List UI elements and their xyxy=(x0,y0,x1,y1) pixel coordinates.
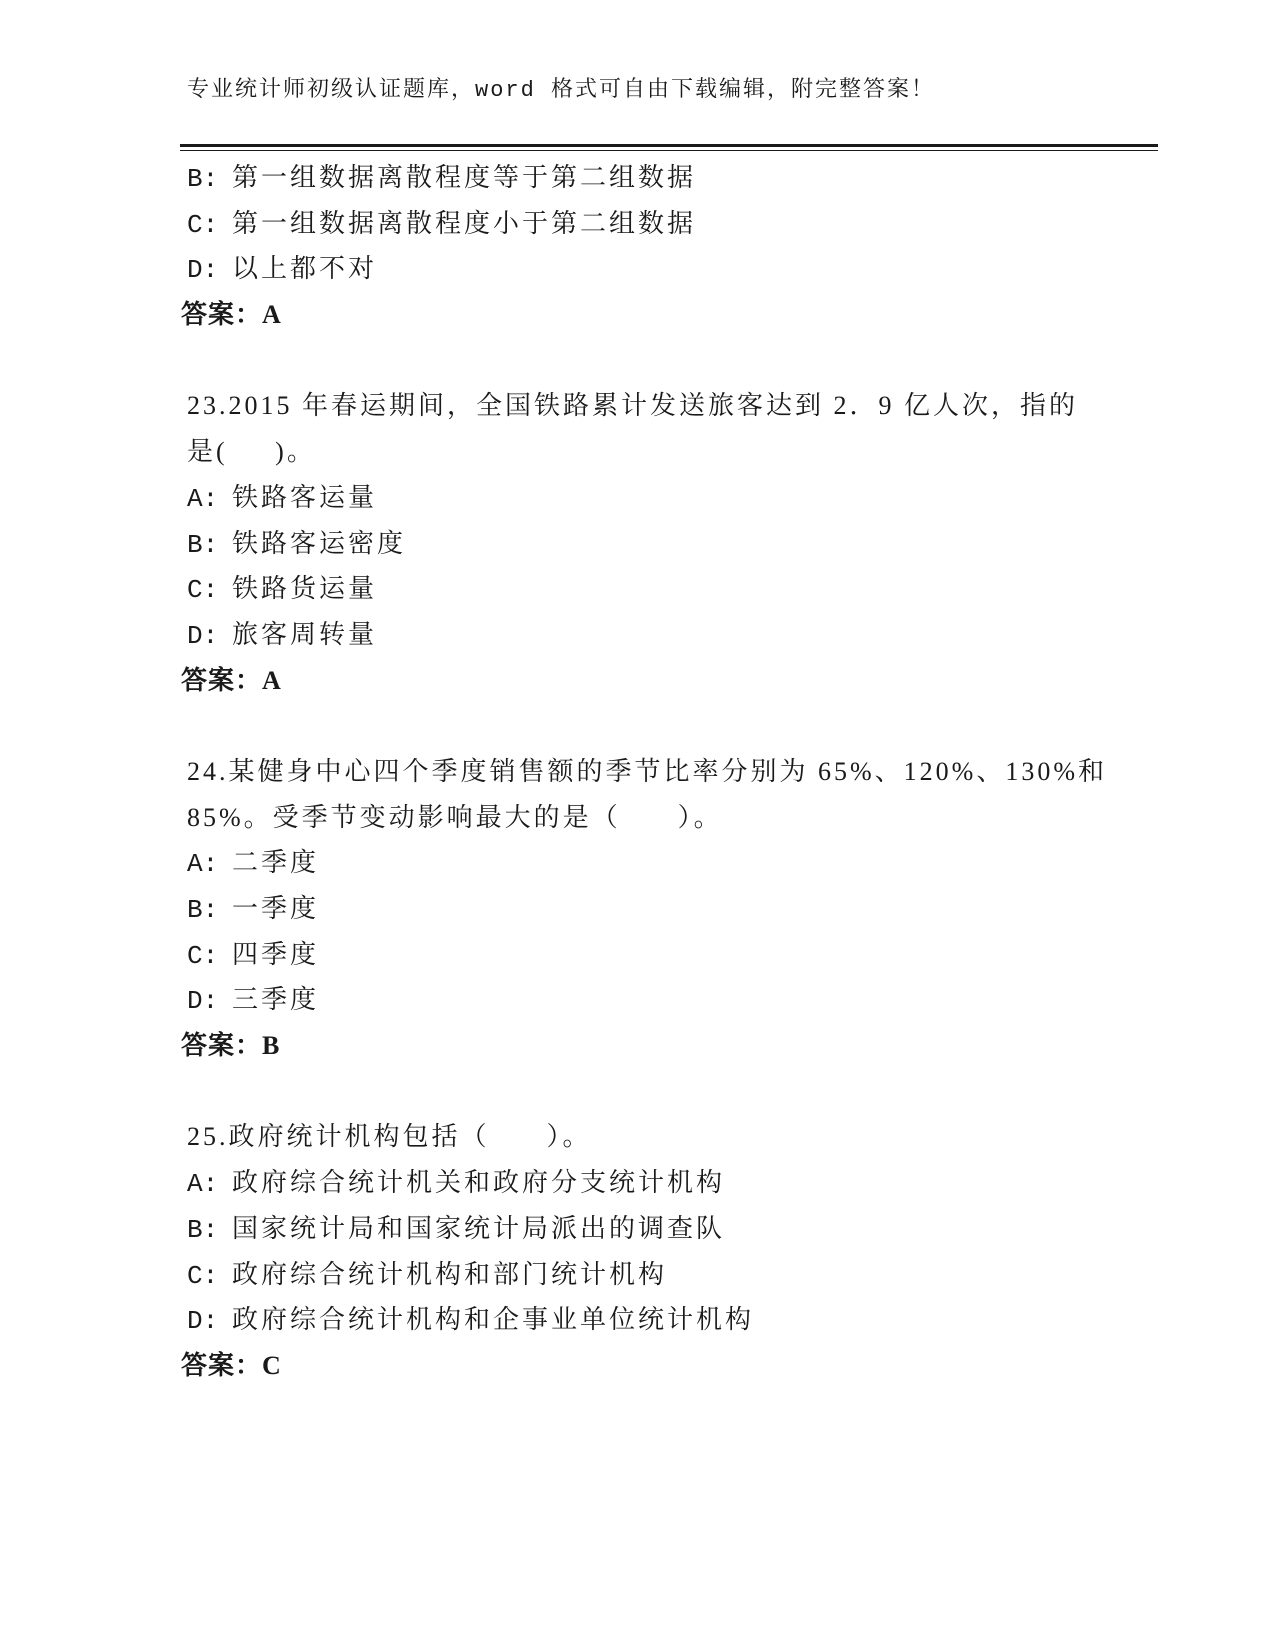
option-c xyxy=(187,1252,1187,1298)
option-text: 二季度 xyxy=(232,848,320,878)
question-23 xyxy=(181,383,1187,703)
question-stem: 25.政府统计机构包括（ ）。 xyxy=(187,1122,592,1152)
option-text: 国家统计局和国家统计局派出的调查队 xyxy=(232,1213,726,1243)
option-label: A: xyxy=(187,1169,219,1200)
answer-line: 答案：C xyxy=(181,1350,282,1380)
option-b xyxy=(187,1206,1187,1252)
page-header: 专业统计师初级认证题库，word 格式可自由下载编辑，附完整答案！ xyxy=(187,78,936,103)
question-24 xyxy=(181,749,1187,1069)
option-text: 政府综合统计机构和部门统计机构 xyxy=(232,1259,668,1289)
spacer xyxy=(187,1069,1187,1115)
option-text: 旅客周转量 xyxy=(232,619,378,649)
option-a xyxy=(187,1160,1187,1206)
option-label: D: xyxy=(187,620,219,651)
option-text: 三季度 xyxy=(232,985,320,1015)
option-label: B: xyxy=(187,1214,219,1245)
option-label: D: xyxy=(187,1306,219,1337)
option-text: 以上都不对 xyxy=(232,254,378,284)
option-text: 第一组数据离散程度小于第二组数据 xyxy=(232,208,697,238)
option-text: 政府综合统计机关和政府分支统计机构 xyxy=(232,1168,726,1198)
option-label: C: xyxy=(187,209,219,240)
header-rule-thin xyxy=(180,150,1158,151)
spacer xyxy=(187,703,1187,749)
option-text: 第一组数据离散程度等于第二组数据 xyxy=(232,163,697,192)
option-label: C: xyxy=(187,1260,219,1291)
option-label: A: xyxy=(187,849,219,880)
question-list xyxy=(181,155,1187,1389)
option-a xyxy=(187,475,1187,521)
option-d xyxy=(187,246,1187,292)
option-label: D: xyxy=(187,986,219,1017)
answer-line: 答案：A xyxy=(181,300,282,330)
option-label: C: xyxy=(187,575,219,606)
continued-question xyxy=(181,155,1187,338)
question-25 xyxy=(181,1114,1187,1388)
spacer xyxy=(187,338,1187,384)
option-label: B: xyxy=(187,164,219,194)
option-text: 一季度 xyxy=(232,894,320,923)
option-label: A: xyxy=(187,483,219,514)
option-label: C: xyxy=(187,940,219,971)
option-label: D: xyxy=(187,255,219,286)
question-stem: 23.2015 年春运期间，全国铁路累计发送旅客达到 2．9 亿人次，指的 xyxy=(187,391,1079,421)
option-c xyxy=(187,201,1187,247)
option-d xyxy=(187,1297,1187,1343)
option-b xyxy=(187,886,1187,932)
option-b xyxy=(187,155,1187,201)
option-text: 四季度 xyxy=(232,939,320,969)
option-d xyxy=(187,612,1187,658)
option-d xyxy=(187,977,1187,1023)
answer-line: 答案：B xyxy=(181,1031,281,1061)
option-text: 政府综合统计机构和企事业单位统计机构 xyxy=(232,1305,755,1335)
option-text: 铁路客运密度 xyxy=(232,528,407,558)
option-b xyxy=(187,521,1187,567)
option-label: B: xyxy=(187,895,219,925)
option-c xyxy=(187,566,1187,612)
question-stem: 是( )。 xyxy=(187,437,316,467)
question-stem: 24.某健身中心四个季度销售额的季节比率分别为 65%、120%、130%和 xyxy=(187,756,1107,786)
option-c xyxy=(187,932,1187,978)
option-a xyxy=(187,840,1187,886)
question-stem: 85%。受季节变动影响最大的是（ ）。 xyxy=(187,802,723,832)
option-text: 铁路客运量 xyxy=(232,482,378,512)
header-rule-thick xyxy=(180,144,1158,147)
option-text: 铁路货运量 xyxy=(232,574,378,604)
option-label: B: xyxy=(187,529,219,560)
answer-line: 答案：A xyxy=(181,665,282,695)
